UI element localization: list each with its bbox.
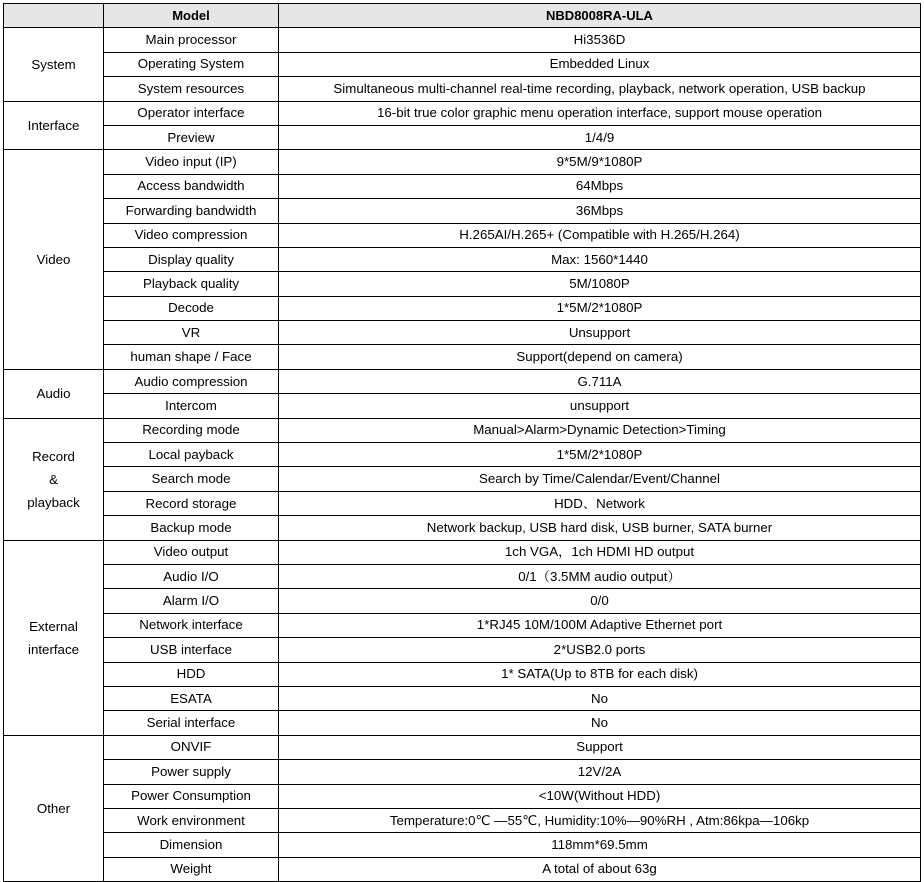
spec-name: Main processor [104, 28, 279, 52]
spec-row [4, 296, 921, 320]
spec-row [4, 711, 921, 735]
spec-row [4, 223, 921, 247]
spec-name: Preview [104, 125, 279, 149]
spec-name: human shape / Face [104, 345, 279, 369]
spec-name: Recording mode [104, 418, 279, 442]
spec-row [4, 125, 921, 149]
category-label: External [29, 618, 78, 634]
category-label: Interface [27, 117, 80, 133]
spec-name: Work environment [104, 808, 279, 832]
spec-name: USB interface [104, 638, 279, 662]
header-model-label: Model [104, 4, 279, 28]
spec-name: Intercom [104, 394, 279, 418]
spec-value: 0/0 [279, 589, 921, 613]
spec-row [4, 467, 921, 491]
spec-name: Network interface [104, 613, 279, 637]
spec-value: 2*USB2.0 ports [279, 638, 921, 662]
spec-value: unsupport [279, 394, 921, 418]
spec-row [4, 638, 921, 662]
spec-row [4, 199, 921, 223]
spec-value: Support(depend on camera) [279, 345, 921, 369]
spec-value: <10W(Without HDD) [279, 784, 921, 808]
spec-name: Record storage [104, 491, 279, 515]
spec-row [4, 418, 921, 442]
spec-table-body [4, 28, 921, 882]
header-row [4, 4, 921, 28]
spec-row [4, 784, 921, 808]
spec-row [4, 686, 921, 710]
spec-name: Display quality [104, 247, 279, 271]
spec-row [4, 613, 921, 637]
spec-value: Search by Time/Calendar/Event/Channel [279, 467, 921, 491]
spec-value: 1*5M/2*1080P [279, 296, 921, 320]
spec-name: Operator interface [104, 101, 279, 125]
spec-name: Search mode [104, 467, 279, 491]
spec-value: H.265AI/H.265+ (Compatible with H.265/H.264) [279, 223, 921, 247]
spec-value: 0/1（3.5MM audio output） [279, 564, 921, 588]
spec-name: ONVIF [104, 735, 279, 759]
spec-name: Video compression [104, 223, 279, 247]
spec-name: Playback quality [104, 272, 279, 296]
category-cell [4, 369, 104, 418]
spec-value: 12V/2A [279, 760, 921, 784]
spec-row [4, 443, 921, 467]
spec-name: Serial interface [104, 711, 279, 735]
spec-value: Support [279, 735, 921, 759]
spec-row [4, 808, 921, 832]
category-label: Video [36, 252, 71, 268]
spec-name: Video output [104, 540, 279, 564]
spec-value: HDD、Network [279, 491, 921, 515]
spec-row [4, 735, 921, 759]
spec-name: System resources [104, 77, 279, 101]
category-label: Other [36, 800, 71, 816]
header-category-cell [4, 4, 104, 28]
spec-value: 36Mbps [279, 199, 921, 223]
spec-name: Decode [104, 296, 279, 320]
category-cell [4, 28, 104, 101]
category-label: System [31, 56, 76, 72]
spec-name: Backup mode [104, 516, 279, 540]
spec-row [4, 174, 921, 198]
spec-row [4, 589, 921, 613]
spec-value: Unsupport [279, 321, 921, 345]
spec-name: Weight [104, 857, 279, 881]
spec-row [4, 77, 921, 101]
spec-value: 1* SATA(Up to 8TB for each disk) [279, 662, 921, 686]
spec-name: Forwarding bandwidth [104, 199, 279, 223]
spec-row [4, 28, 921, 52]
category-label: playback [27, 494, 80, 510]
spec-row [4, 516, 921, 540]
spec-row [4, 272, 921, 296]
spec-value: 1*RJ45 10M/100M Adaptive Ethernet port [279, 613, 921, 637]
category-cell [4, 418, 104, 540]
category-cell [4, 150, 104, 370]
spec-row [4, 540, 921, 564]
category-label: & [49, 471, 58, 487]
spec-row [4, 491, 921, 515]
spec-value: Max: 1560*1440 [279, 247, 921, 271]
spec-value: 1ch VGA，1ch HDMI HD output [279, 540, 921, 564]
spec-table [3, 3, 921, 882]
spec-name: Audio compression [104, 369, 279, 393]
spec-name: Power supply [104, 760, 279, 784]
spec-row [4, 369, 921, 393]
spec-name: VR [104, 321, 279, 345]
spec-name: Access bandwidth [104, 174, 279, 198]
spec-name: HDD [104, 662, 279, 686]
spec-name: Local payback [104, 443, 279, 467]
category-label: Record [32, 448, 75, 464]
spec-row [4, 150, 921, 174]
spec-value: 16-bit true color graphic menu operation interface, support mouse operation [279, 101, 921, 125]
spec-value: A total of about 63g [279, 857, 921, 881]
category-label: interface [28, 641, 79, 657]
spec-value: Hi3536D [279, 28, 921, 52]
category-label: Audio [36, 386, 71, 402]
category-cell [4, 101, 104, 150]
spec-value: G.711A [279, 369, 921, 393]
spec-name: Alarm I/O [104, 589, 279, 613]
spec-name: Video input (IP) [104, 150, 279, 174]
spec-value: Network backup, USB hard disk, USB burner, SATA burner [279, 516, 921, 540]
spec-name: Dimension [104, 833, 279, 857]
spec-name: Power Consumption [104, 784, 279, 808]
spec-value: 9*5M/9*1080P [279, 150, 921, 174]
spec-row [4, 564, 921, 588]
header-model-value: NBD8008RA-ULA [279, 4, 921, 28]
spec-value: 1*5M/2*1080P [279, 443, 921, 467]
spec-name: Operating System [104, 52, 279, 76]
spec-value: No [279, 711, 921, 735]
spec-row [4, 394, 921, 418]
spec-value: Simultaneous multi-channel real-time recording, playback, network operation, USB backup [279, 77, 921, 101]
spec-value: 118mm*69.5mm [279, 833, 921, 857]
spec-row [4, 247, 921, 271]
spec-value: Manual>Alarm>Dynamic Detection>Timing [279, 418, 921, 442]
spec-row [4, 833, 921, 857]
category-cell [4, 540, 104, 735]
spec-row [4, 760, 921, 784]
spec-name: Audio I/O [104, 564, 279, 588]
spec-value: 5M/1080P [279, 272, 921, 296]
category-cell [4, 735, 104, 881]
spec-row [4, 345, 921, 369]
spec-row [4, 857, 921, 881]
spec-row [4, 321, 921, 345]
spec-row [4, 101, 921, 125]
spec-row [4, 662, 921, 686]
spec-row [4, 52, 921, 76]
spec-value: Temperature:0℃ —55℃, Humidity:10%—90%RH , Atm:86kpa—106kp [279, 808, 921, 832]
spec-table-header [4, 4, 921, 28]
spec-value: 64Mbps [279, 174, 921, 198]
spec-value: 1/4/9 [279, 125, 921, 149]
spec-name: ESATA [104, 686, 279, 710]
spec-value: Embedded Linux [279, 52, 921, 76]
spec-value: No [279, 686, 921, 710]
